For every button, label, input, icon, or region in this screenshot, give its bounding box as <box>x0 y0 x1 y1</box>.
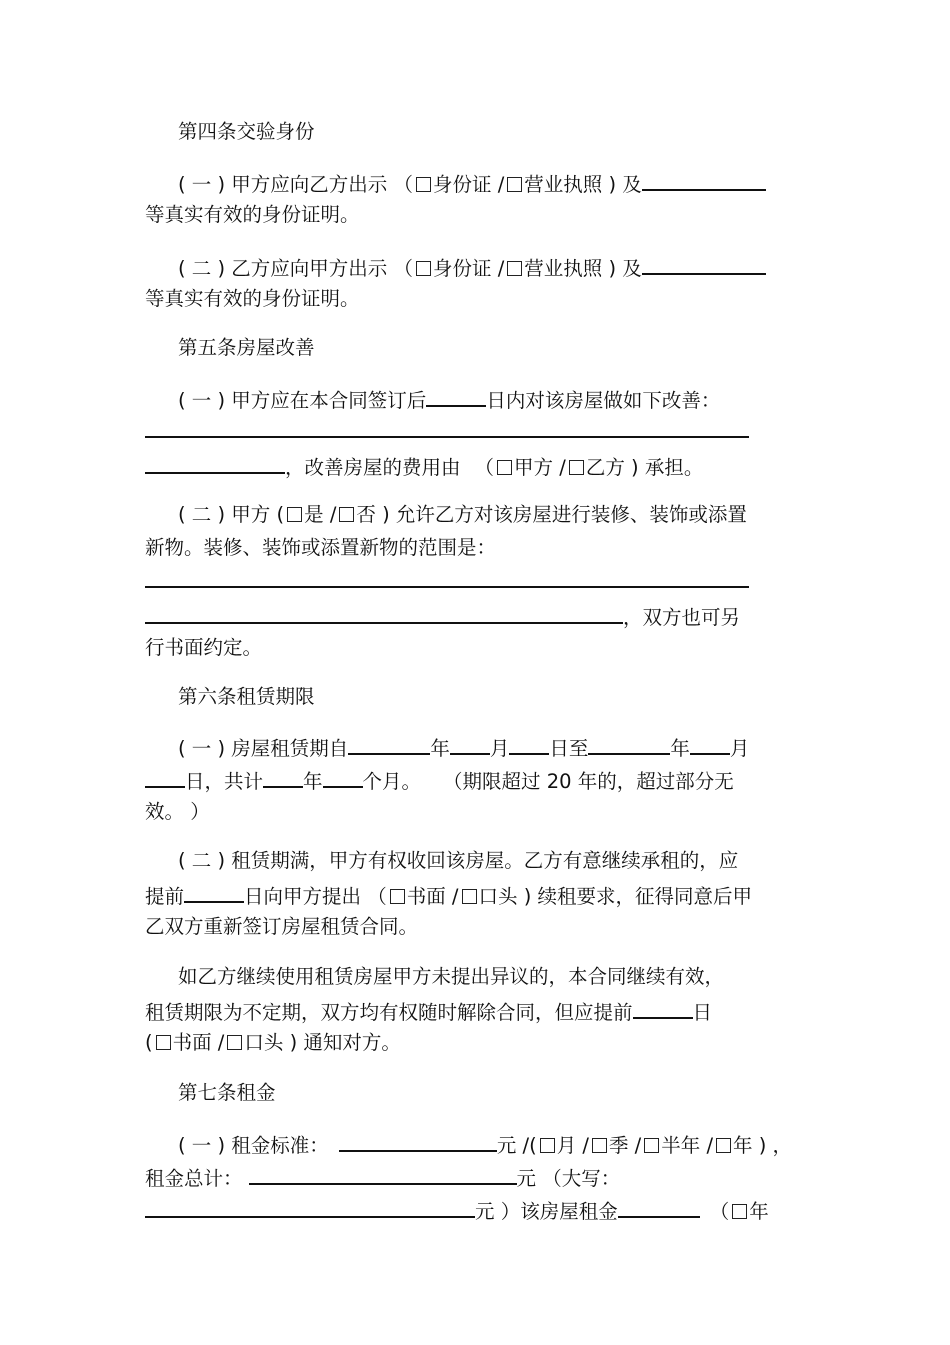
article-6-para-2-line-2: 提前 日向甲方提出 （ 书面 / 口头 ) 续租要求，征得同意后甲 <box>145 885 753 908</box>
article-5-para-2-line-5: 行书面约定。 <box>145 636 263 659</box>
article-4-para-2-line-1: ( 二 ) 乙方应向甲方出示 （ 身份证 / 营业执照 ) 及 <box>178 256 766 279</box>
blank-field[interactable] <box>633 1000 693 1019</box>
checkbox[interactable] <box>156 1035 171 1050</box>
blank-field[interactable] <box>339 1133 497 1152</box>
article-6-para-3-line-3: ( 书面 / 口头 ) 通知对方。 <box>145 1031 401 1054</box>
checkbox[interactable] <box>569 460 584 475</box>
article-4-para-1-line-1: ( 一 ) 甲方应向乙方出示 （ 身份证 / 营业执照 ) 及 <box>178 172 766 195</box>
article-5-para-2-line-1: ( 二 ) 甲方 ( 是 / 否 ) 允许乙方对该房屋进行装修、装饰或添置 <box>178 503 747 526</box>
blank-field[interactable] <box>642 256 766 275</box>
blank-field[interactable] <box>426 388 486 407</box>
blank-field[interactable] <box>348 736 430 755</box>
checkbox[interactable] <box>462 889 477 904</box>
article-4-para-2-line-2: 等真实有效的身份证明。 <box>145 287 360 310</box>
checkbox[interactable] <box>716 1138 731 1153</box>
blank-field[interactable] <box>323 769 363 788</box>
blank-field[interactable] <box>249 1166 517 1185</box>
checkbox[interactable] <box>339 507 354 522</box>
checkbox[interactable] <box>540 1138 555 1153</box>
checkbox[interactable] <box>507 261 522 276</box>
blank-field[interactable] <box>263 769 303 788</box>
blank-field[interactable] <box>145 455 285 474</box>
checkbox[interactable] <box>644 1138 659 1153</box>
blank-field[interactable] <box>145 1199 475 1218</box>
article-5-para-2-line-4: ，双方也可另 <box>145 605 740 628</box>
article-5-title: 第五条房屋改善 <box>178 336 315 359</box>
blank-field[interactable] <box>588 736 670 755</box>
article-6-title: 第六条租赁期限 <box>178 685 315 708</box>
article-6-para-2-line-3: 乙双方重新签订房屋租赁合同。 <box>145 915 419 938</box>
blank-field[interactable] <box>450 736 490 755</box>
blank-line[interactable] <box>145 436 749 438</box>
article-5-para-2-line-2: 新物。装修、装饰或添置新物的范围是： <box>145 536 497 559</box>
blank-field[interactable] <box>145 769 185 788</box>
article-6-para-1-line-1: ( 一 ) 房屋租赁期自 年 月 日至 年 月 <box>178 737 750 760</box>
checkbox[interactable] <box>227 1035 242 1050</box>
article-7-para-1-line-3: 元 ）该房屋租金 （ 年 <box>145 1199 769 1222</box>
blank-field[interactable] <box>184 884 244 903</box>
article-4-title: 第四条交验身份 <box>178 120 315 143</box>
article-6-para-3-line-1: 如乙方继续使用租赁房屋甲方未提出异议的，本合同继续有效， <box>178 965 725 988</box>
blank-field[interactable] <box>690 736 730 755</box>
checkbox[interactable] <box>497 460 512 475</box>
checkbox[interactable] <box>390 889 405 904</box>
article-7-para-1-line-1: ( 一 ) 租金标准： 元 /( 月 / 季 / 半年 / 年 ) ， <box>178 1134 793 1157</box>
blank-field[interactable] <box>642 172 766 191</box>
checkbox[interactable] <box>507 177 522 192</box>
article-6-para-1-line-2: 日，共计 年 个月。 （期限超过 20 年的，超过部分无 <box>145 769 734 792</box>
article-5-para-1-line-1: ( 一 ) 甲方应在本合同签订后 日内对该房屋做如下改善： <box>178 389 721 412</box>
blank-field[interactable] <box>145 605 623 624</box>
checkbox[interactable] <box>732 1204 747 1219</box>
checkbox[interactable] <box>287 507 302 522</box>
article-6-para-2-line-1: ( 二 ) 租赁期满，甲方有权收回该房屋。乙方有意继续承租的，应 <box>178 849 739 872</box>
blank-line[interactable] <box>145 586 749 588</box>
blank-field[interactable] <box>618 1199 700 1218</box>
article-6-para-1-line-3: 效。 ） <box>145 800 210 823</box>
checkbox[interactable] <box>592 1138 607 1153</box>
article-7-title: 第七条租金 <box>178 1081 276 1104</box>
article-7-para-1-line-2: 租金总计： 元 （大写： <box>145 1167 621 1190</box>
checkbox[interactable] <box>416 261 431 276</box>
article-6-para-3-line-2: 租赁期限为不定期，双方均有权随时解除合同，但应提前 日 <box>145 1001 713 1024</box>
checkbox[interactable] <box>416 177 431 192</box>
article-5-para-1-line-3: ，改善房屋的费用由 （ 甲方 / 乙方 ) 承担。 <box>145 455 703 478</box>
article-4-para-1-line-2: 等真实有效的身份证明。 <box>145 203 360 226</box>
blank-field[interactable] <box>509 736 549 755</box>
